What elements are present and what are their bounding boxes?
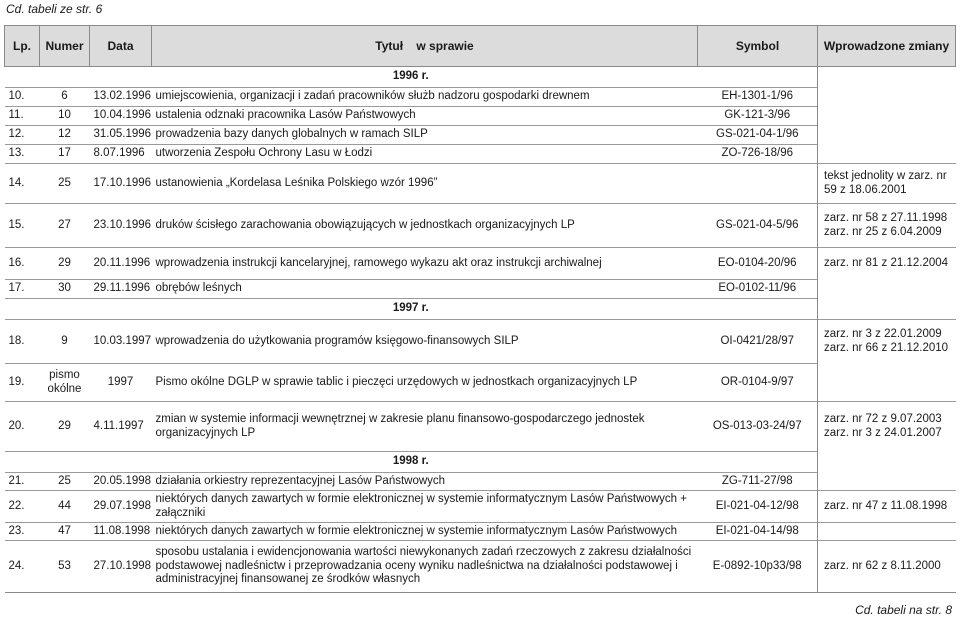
cell-number: 9 xyxy=(40,320,90,364)
cell-symbol: GK-121-3/96 xyxy=(698,107,818,126)
cell-number: 25 xyxy=(40,164,90,204)
cell-number: 12 xyxy=(40,126,90,145)
cell-title: niektórych danych zawartych w formie elektronicznej w systemie informatycznym Lasów Państwowych xyxy=(152,523,698,541)
cell-title: zmian w systemie informacji wewnętrznej w zakresie planu finansowo-gospodarczego jednostek organizacyjnych LP xyxy=(152,402,698,452)
cell-symbol: EI-021-04-14/98 xyxy=(698,523,818,541)
changes-empty xyxy=(818,523,956,541)
header-changes: Wprowadzone zmiany xyxy=(818,26,956,67)
cell-lp: 13. xyxy=(5,145,40,164)
cell-changes: tekst jednolity w zarz. nr 59 z 18.06.2001 xyxy=(818,164,956,204)
table-row xyxy=(5,145,956,164)
cell-title: prowadzenia bazy danych globalnych w ramach SILP xyxy=(152,126,698,145)
cell-number: 10 xyxy=(40,107,90,126)
table-row xyxy=(5,126,956,145)
table-row xyxy=(5,473,956,491)
header-title: Tytuł w sprawie xyxy=(152,26,698,67)
cell-date: 10.04.1996 xyxy=(90,107,152,126)
table-row xyxy=(5,164,956,204)
cell-lp: 22. xyxy=(5,491,40,523)
cell-number: 6 xyxy=(40,88,90,107)
cell-symbol: OR-0104-9/97 xyxy=(698,364,818,402)
cell-date: 11.08.1998 xyxy=(90,523,152,541)
changes-empty xyxy=(818,67,956,164)
cell-changes: zarz. nr 3 z 22.01.2009 zarz. nr 66 z 21.12.2010 xyxy=(818,320,956,364)
table-row xyxy=(5,491,956,523)
cell-number: 29 xyxy=(40,248,90,280)
changes-empty xyxy=(818,280,956,299)
cell-number: pismo okólne xyxy=(40,364,90,402)
cell-title: ustalenia odznaki pracownika Lasów Państwowych xyxy=(152,107,698,126)
cell-symbol xyxy=(698,164,818,204)
table-row xyxy=(5,280,956,299)
cell-title: działania orkiestry reprezentacyjnej Lasów Państwowych xyxy=(152,473,698,491)
year-label-1996: 1996 r. xyxy=(392,70,429,83)
cell-date: 13.02.1996 xyxy=(90,88,152,107)
header-symbol: Symbol xyxy=(698,26,818,67)
cell-lp: 19. xyxy=(5,364,40,402)
year-row-1998 xyxy=(5,452,956,473)
cell-date: 20.11.1996 xyxy=(90,248,152,280)
table-row xyxy=(5,364,956,402)
year-label-1997: 1997 r. xyxy=(5,299,818,320)
cell-symbol: GS-021-04-5/96 xyxy=(698,204,818,248)
year-row-1996 xyxy=(5,67,956,88)
cell-number: 25 xyxy=(40,473,90,491)
cell-symbol: OI-0421/28/97 xyxy=(698,320,818,364)
header-number: Numer xyxy=(40,26,90,67)
cell-symbol: GS-021-04-1/96 xyxy=(698,126,818,145)
cell-number: 30 xyxy=(40,280,90,299)
cell-title: niektórych danych zawartych w formie elektronicznej w systemie informatycznym Lasów Państwowych + załączniki xyxy=(152,491,698,523)
cell-number: 47 xyxy=(40,523,90,541)
continued-on-note: Cd. tabeli na str. 8 xyxy=(855,603,952,617)
year-label-1998: 1998 r. xyxy=(5,452,818,473)
cell-date: 4.11.1997 xyxy=(90,402,152,452)
cell-symbol: EI-021-04-12/98 xyxy=(698,491,818,523)
cell-date: 23.10.1996 xyxy=(90,204,152,248)
table-row xyxy=(5,402,956,452)
cell-date: 31.05.1996 xyxy=(90,126,152,145)
header-date: Data xyxy=(90,26,152,67)
cell-lp: 23. xyxy=(5,523,40,541)
changes-empty xyxy=(818,299,956,320)
cell-lp: 21. xyxy=(5,473,40,491)
year-row-1997 xyxy=(5,299,956,320)
cell-lp: 11. xyxy=(5,107,40,126)
cell-number: 27 xyxy=(40,204,90,248)
table-header-row xyxy=(5,26,956,67)
cell-title: sposobu ustalania i ewidencjonowania wartości niewykonanych zadań rzeczowych z zakresu działalności podstawowej nadleśnictw i przeprowadzania oceny wyniku nadleśnictwa na działalności podstawowej i administracyjnej finansowanej ze środków własnych xyxy=(152,541,698,593)
cell-number: 44 xyxy=(40,491,90,523)
cell-title: utworzenia Zespołu Ochrony Lasu w Łodzi xyxy=(152,145,698,164)
cell-lp: 20. xyxy=(5,402,40,452)
cell-title: druków ścisłego zarachowania obowiązujących w jednostkach organizacyjnych LP xyxy=(152,204,698,248)
cell-symbol: EH-1301-1/96 xyxy=(698,88,818,107)
cell-symbol: OS-013-03-24/97 xyxy=(698,402,818,452)
regulations-table xyxy=(4,25,956,593)
table-row xyxy=(5,88,956,107)
changes-empty xyxy=(818,452,956,473)
cell-date: 29.11.1996 xyxy=(90,280,152,299)
cell-title: umiejscowienia, organizacji i zadań pracowników służb nadzoru gospodarki drewnem xyxy=(152,88,698,107)
cell-date: 10.03.1997 xyxy=(90,320,152,364)
cell-changes: zarz. nr 47 z 11.08.1998 xyxy=(818,491,956,523)
cell-date: 17.10.1996 xyxy=(90,164,152,204)
cell-lp: 24. xyxy=(5,541,40,593)
cell-lp: 14. xyxy=(5,164,40,204)
cell-lp: 12. xyxy=(5,126,40,145)
table-row xyxy=(5,523,956,541)
cell-title: Pismo okólne DGLP w sprawie tablic i pieczęci urzędowych w jednostkach organizacyjnych LP xyxy=(152,364,698,402)
cell-lp: 18. xyxy=(5,320,40,364)
header-lp: Lp. xyxy=(5,26,40,67)
cell-symbol: E-0892-10p33/98 xyxy=(698,541,818,593)
cell-lp: 15. xyxy=(5,204,40,248)
cell-number: 53 xyxy=(40,541,90,593)
cell-title: ustanowienia „Kordelasa Leśnika Polskiego wzór 1996” xyxy=(152,164,698,204)
cell-title: obrębów leśnych xyxy=(152,280,698,299)
cell-date: 1997 xyxy=(90,364,152,402)
table-row xyxy=(5,248,956,280)
cell-lp: 10. xyxy=(5,88,40,107)
table-row xyxy=(5,320,956,364)
cell-date: 29.07.1998 xyxy=(90,491,152,523)
cell-symbol: ZO-726-18/96 xyxy=(698,145,818,164)
table-row xyxy=(5,107,956,126)
changes-empty xyxy=(818,364,956,402)
cell-date: 8.07.1996 xyxy=(90,145,152,164)
cell-changes: zarz. nr 62 z 8.11.2000 xyxy=(818,541,956,593)
cell-number: 29 xyxy=(40,402,90,452)
continued-from-note: Cd. tabeli ze str. 6 xyxy=(6,2,103,16)
cell-number: 17 xyxy=(40,145,90,164)
cell-symbol: EO-0102-11/96 xyxy=(698,280,818,299)
cell-title: wprowadzenia do użytkowania programów księgowo-finansowych SILP xyxy=(152,320,698,364)
cell-changes: zarz. nr 81 z 21.12.2004 xyxy=(818,248,956,280)
table-row xyxy=(5,541,956,593)
cell-symbol: EO-0104-20/96 xyxy=(698,248,818,280)
changes-empty xyxy=(818,473,956,491)
cell-lp: 16. xyxy=(5,248,40,280)
cell-symbol: ZG-711-27/98 xyxy=(698,473,818,491)
cell-changes: zarz. nr 72 z 9.07.2003 zarz. nr 3 z 24.01.2007 xyxy=(818,402,956,452)
cell-date: 27.10.1998 xyxy=(90,541,152,593)
cell-date: 20.05.1998 xyxy=(90,473,152,491)
cell-changes: zarz. nr 58 z 27.11.1998 zarz. nr 25 z 6.04.2009 xyxy=(818,204,956,248)
cell-lp: 17. xyxy=(5,280,40,299)
table-row xyxy=(5,204,956,248)
cell-title: wprowadzenia instrukcji kancelaryjnej, ramowego wykazu akt oraz instrukcji archiwalnej xyxy=(152,248,698,280)
